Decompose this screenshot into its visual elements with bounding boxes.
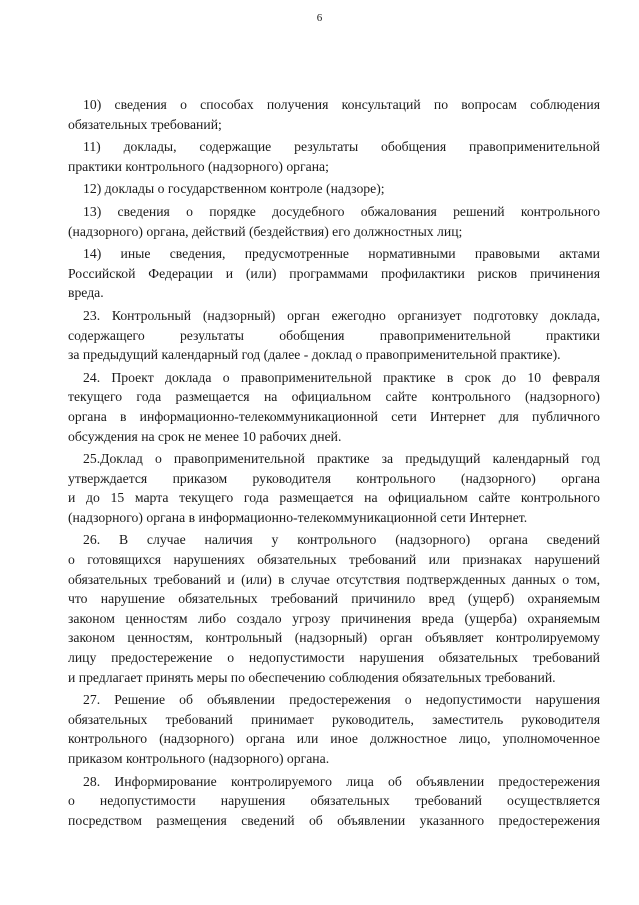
text-line: 10) сведения о способах получения консультаций по вопросам соблюдения xyxy=(83,97,600,112)
paragraph xyxy=(68,202,600,241)
paragraph xyxy=(68,530,600,687)
text-line: 25.Доклад о правоприменительной практике за предыдущий календарный год xyxy=(83,451,600,467)
text-line: вреда. xyxy=(68,285,104,301)
text-line: 12) доклады о государственном контроле (надзоре); xyxy=(83,181,385,197)
paragraph xyxy=(68,368,600,446)
text-line: 23. Контрольный (надзорный) орган ежегодно организует подготовку доклада, xyxy=(83,307,600,323)
text-line: 27. Решение об объявлении предостережения о недопустимости нарушения xyxy=(83,692,600,708)
text-line: обязательных требований; xyxy=(68,116,222,132)
text-line: 24. Проект доклада о правоприменительной практике в срок до 10 февраля xyxy=(83,369,600,385)
text-line: Российской Федерации и (или) программами профилактики рисков причинения xyxy=(68,265,600,281)
text-line: (надзорного) органа, действий (бездействия) его должностных лиц; xyxy=(68,223,463,239)
text-line: приказом контрольного (надзорного) органа. xyxy=(68,751,330,766)
paragraph xyxy=(68,244,600,303)
document-body xyxy=(68,95,600,830)
text-line: (надзорного) органа в информационно-телекоммуникационной сети Интернет. xyxy=(68,509,528,525)
text-line: утверждается приказом руководителя контрольного (надзорного) органа xyxy=(68,470,600,486)
text-line: законом ценностям либо создало угрозу причинения вреда (ущерба) охраняемым xyxy=(68,610,600,626)
text-line: текущего года размещается на официальном сайте контрольного (надзорного) xyxy=(68,389,600,405)
text-line: посредством размещения сведений об объявлении указанного предостережения xyxy=(68,812,600,828)
text-line: органа в информационно-телекоммуникационной сети Интернет для публичного xyxy=(68,408,600,424)
paragraph xyxy=(68,179,600,199)
text-line: 13) сведения о порядке досудебного обжалования решений контрольного xyxy=(83,203,600,219)
text-line: лицу предостережение о недопустимости нарушения обязательных требований xyxy=(68,650,600,666)
text-line: обязательных требований принимает руководитель, заместитель руководителя xyxy=(68,711,600,727)
text-line: о готовящихся нарушениях обязательных требований или признаках нарушений xyxy=(68,552,600,568)
text-line: и предлагает принять меры по обеспечению соблюдения обязательных требований. xyxy=(68,669,556,685)
text-line: о недопустимости нарушения обязательных требований осуществляется xyxy=(68,793,600,809)
text-line: 28. Информирование контролируемого лица об объявлении предостережения xyxy=(83,773,600,789)
text-line: что нарушение обязательных требований причинило вред (ущерб) охраняемым xyxy=(68,591,600,607)
text-line: содержащего результаты обобщения правоприменительной практики xyxy=(68,327,600,343)
text-line: контрольного (надзорного) органа или иное должностное лицо, уполномоченное xyxy=(68,731,600,747)
text-line: законом ценностям, контрольный (надзорный) орган объявляет контролируемому xyxy=(68,630,600,646)
text-line: практики контрольного (надзорного) органа; xyxy=(68,158,329,174)
page-number: 6 xyxy=(316,12,323,24)
paragraph xyxy=(68,95,600,134)
text-line: обязательных требований и (или) в случае отсутствия подтвержденных данных о том, xyxy=(68,571,600,587)
text-line: 14) иные сведения, предусмотренные нормативными правовыми актами xyxy=(83,246,600,262)
text-line: за предыдущий календарный год (далее - доклад о правоприменительной практике). xyxy=(68,347,561,363)
text-line: 26. В случае наличия у контрольного (надзорного) органа сведений xyxy=(83,532,600,548)
paragraph xyxy=(68,306,600,365)
paragraph xyxy=(68,137,600,176)
paragraph xyxy=(68,690,600,768)
text-line: 11) доклады, содержащие результаты обобщения правоприменительной xyxy=(83,139,600,155)
text-line: обсуждения на срок не менее 10 рабочих дней. xyxy=(68,428,342,444)
paragraph xyxy=(68,772,600,831)
text-line: и до 15 марта текущего года размещается на официальном сайте контрольного xyxy=(68,490,600,506)
paragraph xyxy=(68,449,600,527)
